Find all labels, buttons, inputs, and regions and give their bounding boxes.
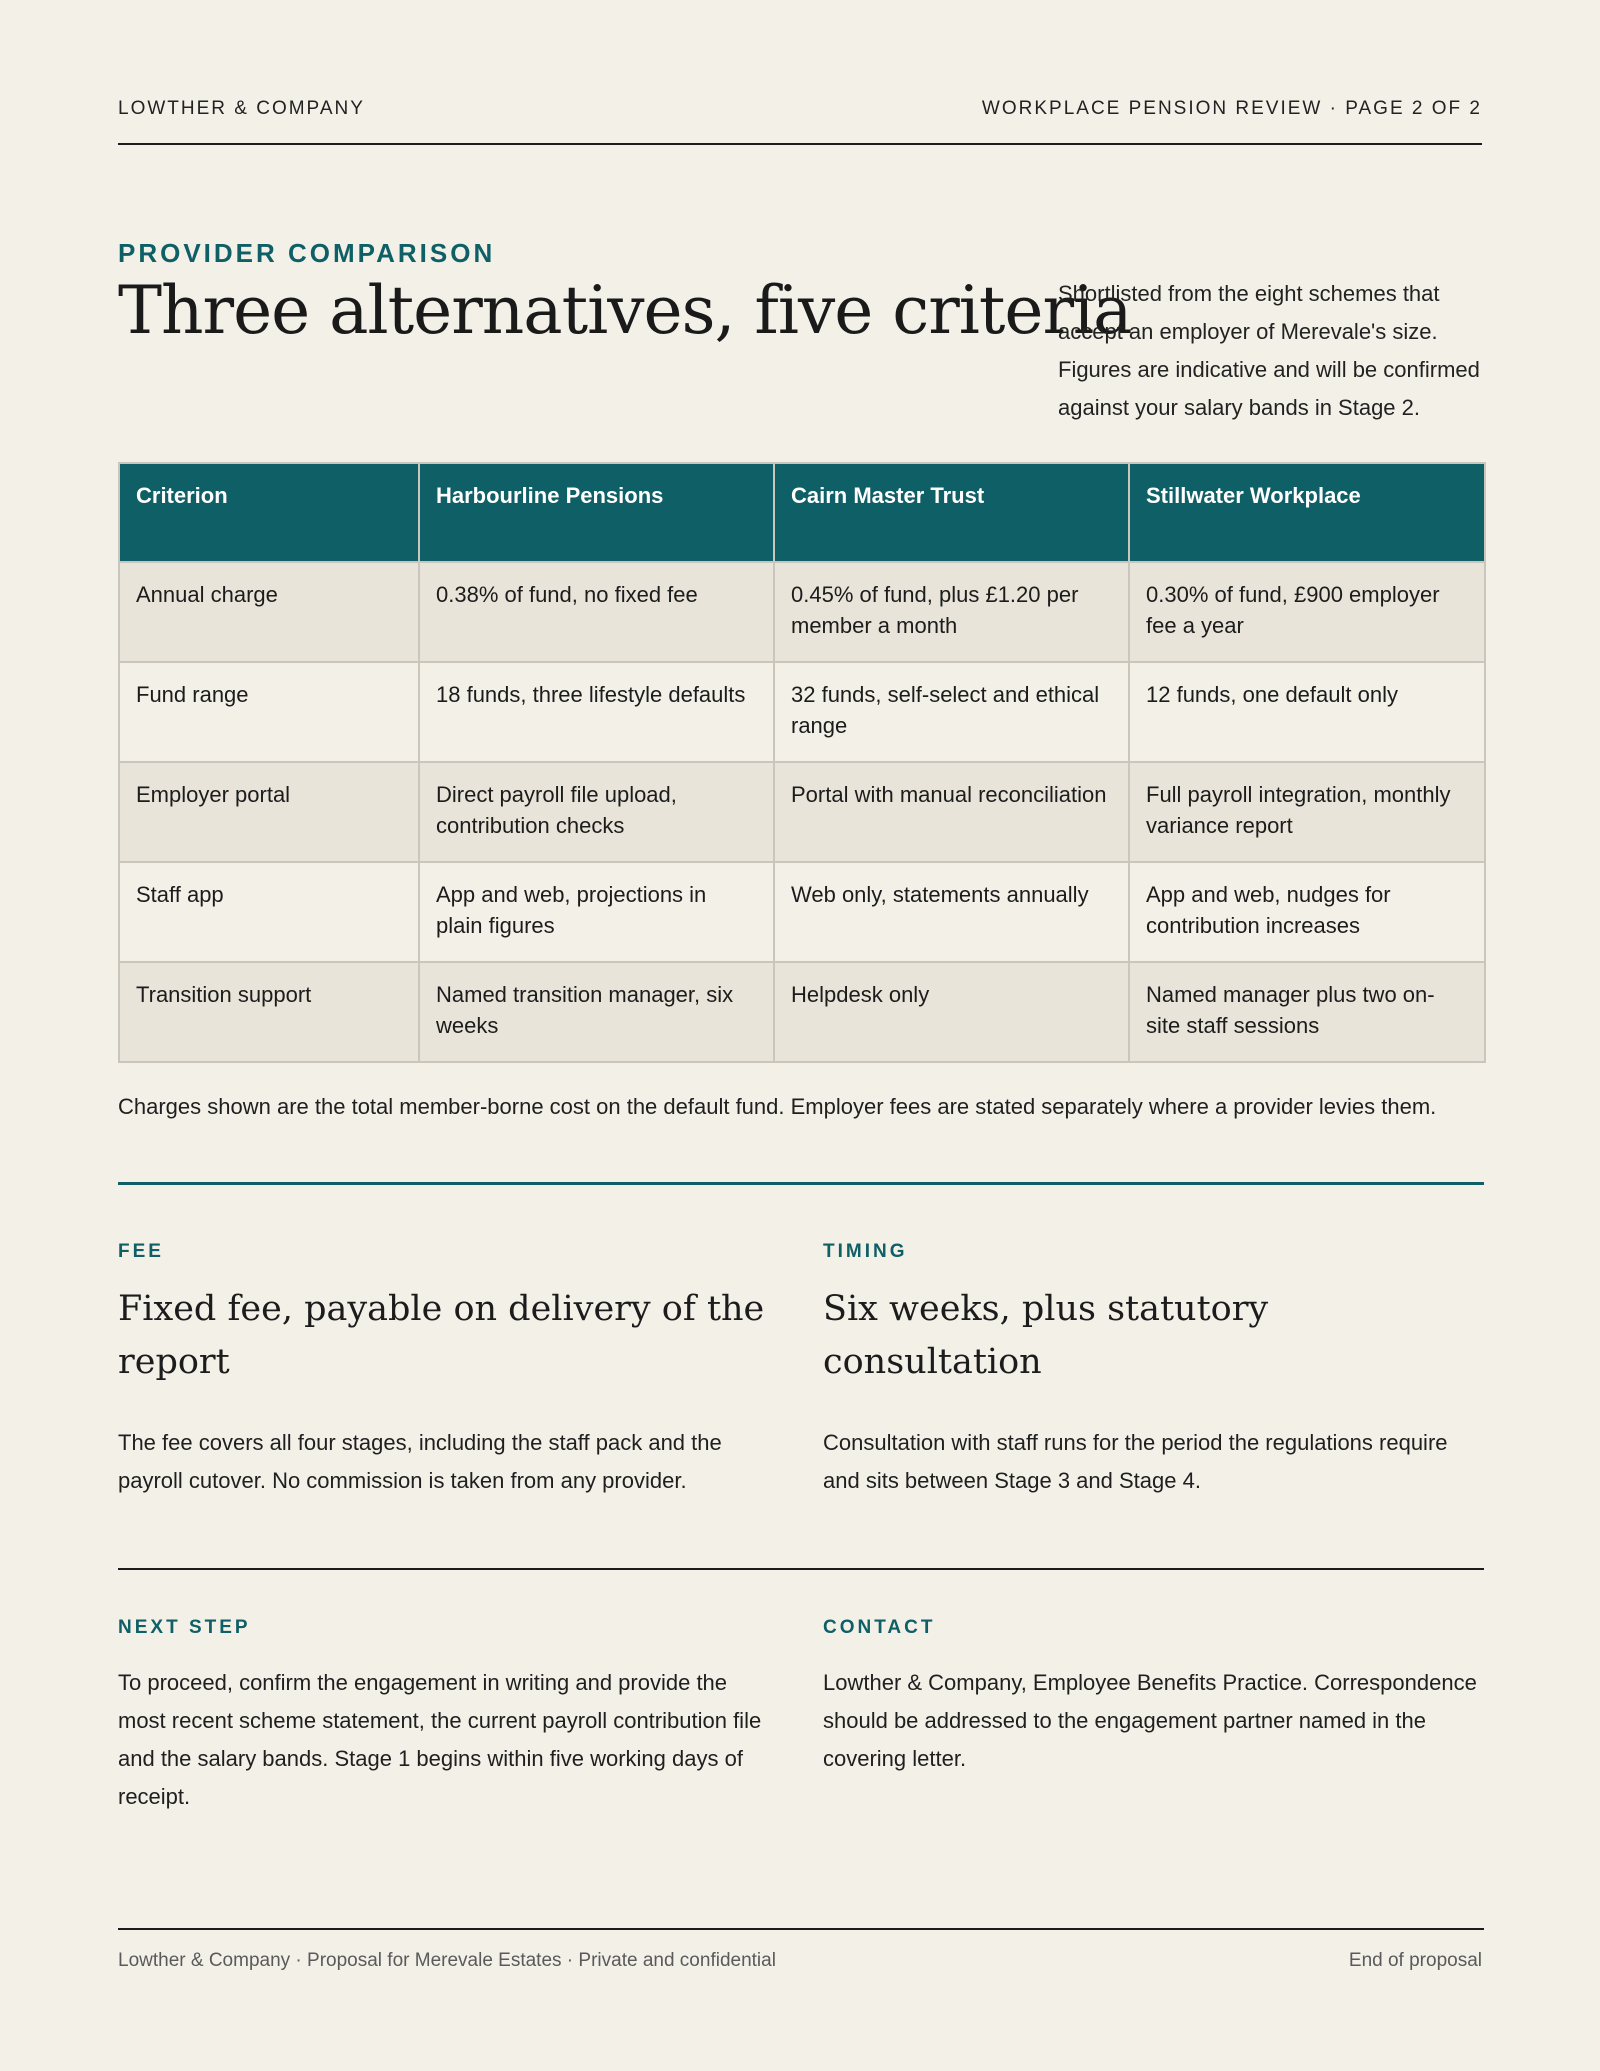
table-row bbox=[119, 762, 1485, 862]
row-criterion: Staff app bbox=[119, 862, 419, 962]
cell-stillwater: Named manager plus two on-site staff sessions bbox=[1129, 962, 1485, 1062]
cell-harbourline: Named transition manager, six weeks bbox=[419, 962, 774, 1062]
cell-harbourline: 0.38% of fund, no fixed fee bbox=[419, 562, 774, 662]
fee-label: FEE bbox=[118, 1241, 164, 1262]
next-step-label: NEXT STEP bbox=[118, 1617, 251, 1638]
table-header-row bbox=[119, 463, 1485, 562]
footer-left: Lowther & Company · Proposal for Merevale Estates · Private and confidential bbox=[118, 1950, 776, 1971]
cell-cairn: Portal with manual reconciliation bbox=[774, 762, 1129, 862]
timing-heading: Six weeks, plus statutory consultation bbox=[823, 1289, 1269, 1382]
column-header-cairn: Cairn Master Trust bbox=[774, 463, 1129, 562]
contact-body: Lowther & Company, Employee Benefits Practice. Correspondence should be addressed to the engagement partner named in the covering letter. bbox=[823, 1670, 1477, 1771]
page-title: Three alternatives, five criteria bbox=[118, 272, 1132, 349]
timing-label: TIMING bbox=[823, 1241, 908, 1262]
section-divider bbox=[118, 1568, 1484, 1570]
cell-cairn: 0.45% of fund, plus £1.20 per member a month bbox=[774, 562, 1129, 662]
cell-cairn: Web only, statements annually bbox=[774, 862, 1129, 962]
table-row bbox=[119, 962, 1485, 1062]
firm-name: LOWTHER & COMPANY bbox=[118, 98, 365, 119]
row-criterion: Transition support bbox=[119, 962, 419, 1062]
row-criterion: Annual charge bbox=[119, 562, 419, 662]
timing-body: Consultation with staff runs for the period the regulations require and sits between Stage 3 and Stage 4. bbox=[823, 1430, 1448, 1493]
cell-harbourline: App and web, projections in plain figures bbox=[419, 862, 774, 962]
cell-cairn: 32 funds, self-select and ethical range bbox=[774, 662, 1129, 762]
row-criterion: Fund range bbox=[119, 662, 419, 762]
cell-stillwater: 12 funds, one default only bbox=[1129, 662, 1485, 762]
section-kicker: PROVIDER COMPARISON bbox=[118, 238, 496, 268]
header-rule bbox=[118, 143, 1482, 145]
table-row bbox=[119, 562, 1485, 662]
document-page-label: WORKPLACE PENSION REVIEW · PAGE 2 OF 2 bbox=[981, 98, 1482, 119]
document-page bbox=[118, 0, 1482, 2071]
provider-comparison-table bbox=[118, 462, 1486, 1063]
section-divider bbox=[118, 1182, 1484, 1185]
row-criterion: Employer portal bbox=[119, 762, 419, 862]
table-row bbox=[119, 862, 1485, 962]
footer-right: End of proposal bbox=[1348, 1950, 1482, 1971]
next-step-body: To proceed, confirm the engagement in writing and provide the most recent scheme statement, the current payroll contribution file and the salary bands. Stage 1 begins within five working days of receipt. bbox=[118, 1670, 762, 1809]
running-head bbox=[118, 98, 1482, 122]
cell-harbourline: Direct payroll file upload, contribution checks bbox=[419, 762, 774, 862]
fee-body: The fee covers all four stages, including the staff pack and the payroll cutover. No commission is taken from any provider. bbox=[118, 1430, 722, 1493]
footer-rule bbox=[118, 1928, 1484, 1930]
cell-stillwater: Full payroll integration, monthly variance report bbox=[1129, 762, 1485, 862]
fee-heading: Fixed fee, payable on delivery of the report bbox=[118, 1289, 765, 1382]
column-header-harbourline: Harbourline Pensions bbox=[419, 463, 774, 562]
cell-stillwater: App and web, nudges for contribution increases bbox=[1129, 862, 1485, 962]
cell-stillwater: 0.30% of fund, £900 employer fee a year bbox=[1129, 562, 1485, 662]
cell-cairn: Helpdesk only bbox=[774, 962, 1129, 1062]
column-header-criterion: Criterion bbox=[119, 463, 419, 562]
contact-label: CONTACT bbox=[823, 1617, 936, 1638]
table-row bbox=[119, 662, 1485, 762]
intro-paragraph: Shortlisted from the eight schemes that accept an employer of Merevale's size. Figures are indicative and will be confirmed against your salary bands in Stage 2. bbox=[1058, 281, 1480, 420]
column-header-stillwater: Stillwater Workplace bbox=[1129, 463, 1485, 562]
cell-harbourline: 18 funds, three lifestyle defaults bbox=[419, 662, 774, 762]
table-footnote: Charges shown are the total member-borne cost on the default fund. Employer fees are stated separately where a provider levies them. bbox=[118, 1094, 1437, 1119]
